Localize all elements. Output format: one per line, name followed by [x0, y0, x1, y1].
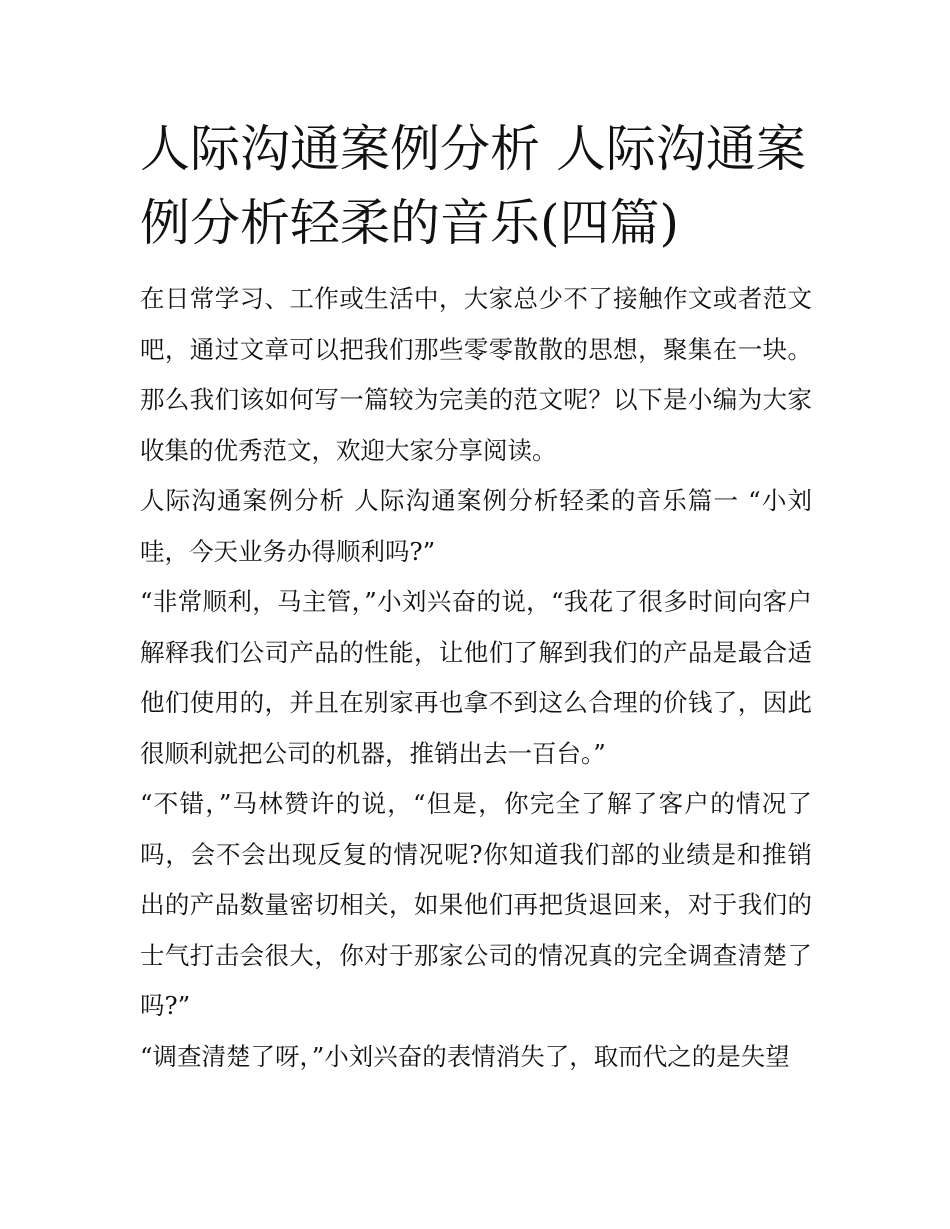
paragraph-section-heading: 人际沟通案例分析 人际沟通案例分析轻柔的音乐篇一 “小刘哇，今天业务办得顺利吗?”: [140, 486, 812, 566]
paragraph-dialogue-1: “非常顺利，马主管，”小刘兴奋的说，“我花了很多时间向客户解释我们公司产品的性能，让他们了解到我们的产品是最合适他们使用的，并且在别家再也拿不到这么合理的价钱了，因此很顺利就把公司的机器，推销出去一百台。”: [140, 587, 812, 768]
paragraph-dialogue-2: “不错，”马林赞许的说，“但是，你完全了解了客户的情况了吗，会不会出现反复的情况呢?你知道我们部的业绩是和推销出的产品数量密切相关，如果他们再把货退回来，对于我们的士气打击会很大，你对于那家公司的情况真的完全调查清楚了吗?”: [140, 789, 812, 1020]
document-title: 人际沟通案例分析 人际沟通案例分析轻柔的音乐(四篇): [140, 120, 806, 252]
paragraph-dialogue-3: “调查清楚了呀，”小刘兴奋的表情消失了，取而代之的是失望: [140, 1041, 790, 1071]
document-body: [140, 112, 812, 1082]
paragraph-intro: 在日常学习、工作或生活中，大家总少不了接触作文或者范文吧，通过文章可以把我们那些零零散散的思想，聚集在一块。那么我们该如何写一篇较为完美的范文呢？以下是小编为大家收集的优秀范文，欢迎大家分享阅读。: [140, 284, 812, 465]
